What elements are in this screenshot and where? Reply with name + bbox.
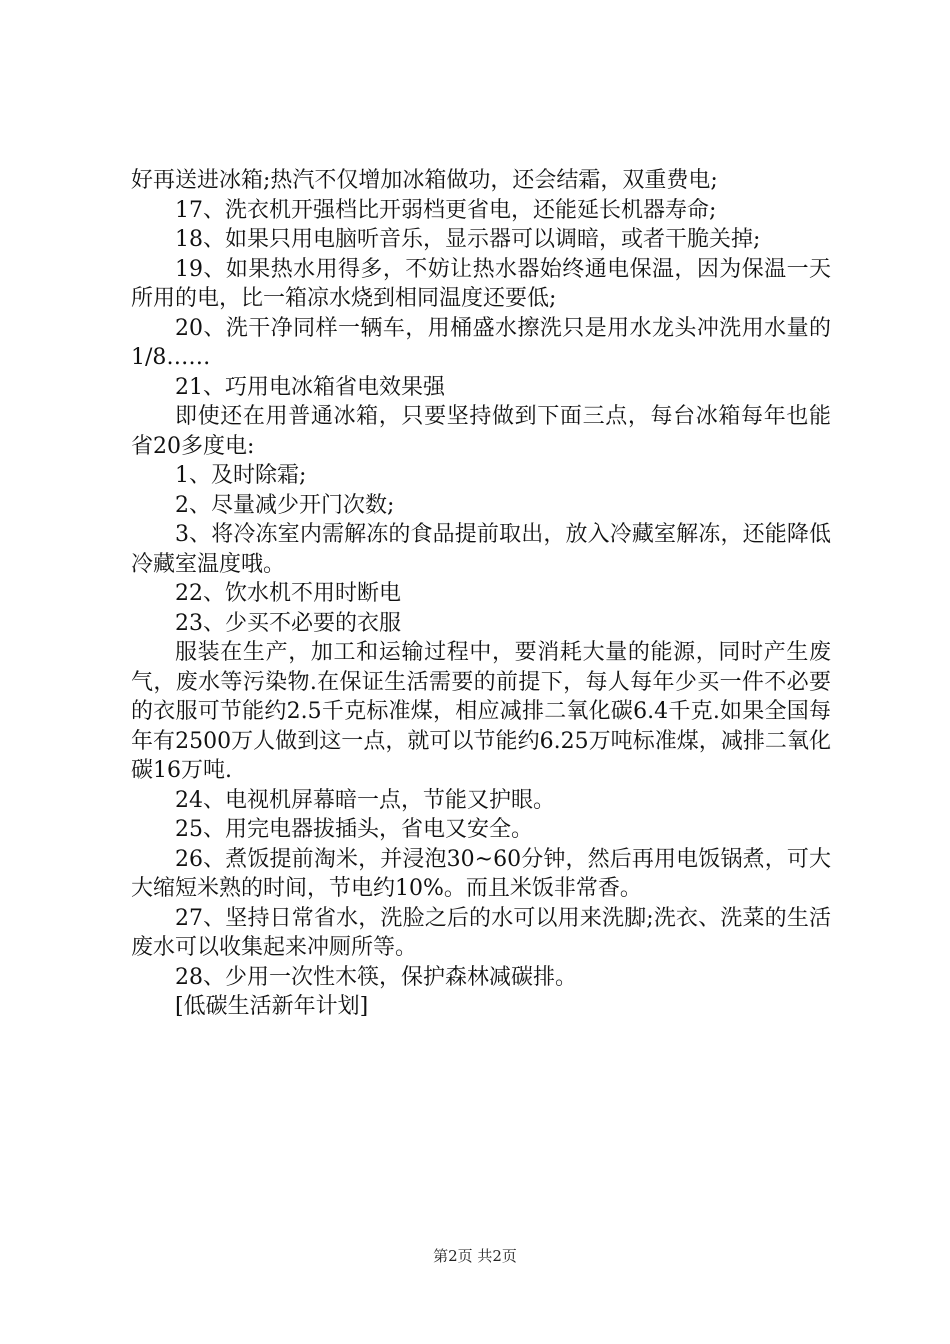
paragraph-item-20: 20、洗干净同样一辆车，用桶盛水擦洗只是用水龙头冲洗用水量的1/8……: [131, 315, 831, 370]
paragraph-item-27: 27、坚持日常省水，洗脸之后的水可以用来洗脚;洗衣、洗菜的生活废水可以收集起来冲厕所等。: [131, 905, 831, 960]
page-number-footer: 第2页 共2页: [433, 1247, 517, 1265]
paragraph-item-25: 25、用完电器拔插头，省电又安全。: [175, 817, 533, 842]
paragraph-item-23: 23、少买不必要的衣服: [175, 610, 401, 636]
paragraph-item-18: 18、如果只用电脑听音乐，显示器可以调暗，或者干脆关掉;: [175, 227, 761, 252]
paragraph-item-24: 24、电视机屏幕暗一点，节能又护眼。: [175, 787, 555, 813]
document-body: [131, 166, 831, 1022]
paragraph-item-28: 28、少用一次性木筷，保护森林减碳排。: [175, 964, 577, 990]
paragraph-item-17: 17、洗衣机开强档比开弱档更省电，还能延长机器寿命;: [175, 197, 717, 223]
paragraph-fridge-intro: 即使还在用普通冰箱，只要坚持做到下面三点，每台冰箱每年也能省20多度电:: [131, 404, 831, 459]
paragraph-item-21: 21、巧用电冰箱省电效果强: [175, 374, 445, 400]
paragraph-fridge-tip-1: 1、及时除霜;: [175, 463, 307, 488]
paragraph-clothing-detail: 服装在生产，加工和运输过程中，要消耗大量的能源，同时产生废气，废水等污染物.在保证生活需要的前提下，每人每年少买一件不必要的衣服可节能约2.5千克标准煤，相应减排二氧化碳6.4千克.如果全国每年有2500万人做到这一点，就可以节能约6.25万吨标准煤，减排二氧化碳16万吨.: [131, 640, 831, 783]
paragraph-continuation: 好再送进冰箱;热汽不仅增加冰箱做功，还会结霜，双重费电;: [131, 168, 718, 193]
paragraph-item-26: 26、煮饭提前淘米，并浸泡30~60分钟，然后再用电饭锅煮，可大大缩短米熟的时间，节电约10%。而且米饭非常香。: [131, 846, 831, 901]
paragraph-fridge-tip-3: 3、将冷冻室内需解冻的食品提前取出，放入冷藏室解冻，还能降低冷藏室温度哦。: [131, 522, 831, 577]
paragraph-item-19: 19、如果热水用得多，不妨让热水器始终通电保温，因为保温一天所用的电，比一箱凉水烧到相同温度还要低;: [131, 256, 831, 311]
paragraph-item-22: 22、饮水机不用时断电: [175, 581, 401, 606]
paragraph-closing-title: [低碳生活新年计划]: [175, 994, 369, 1019]
paragraph-fridge-tip-2: 2、尽量减少开门次数;: [175, 492, 395, 518]
